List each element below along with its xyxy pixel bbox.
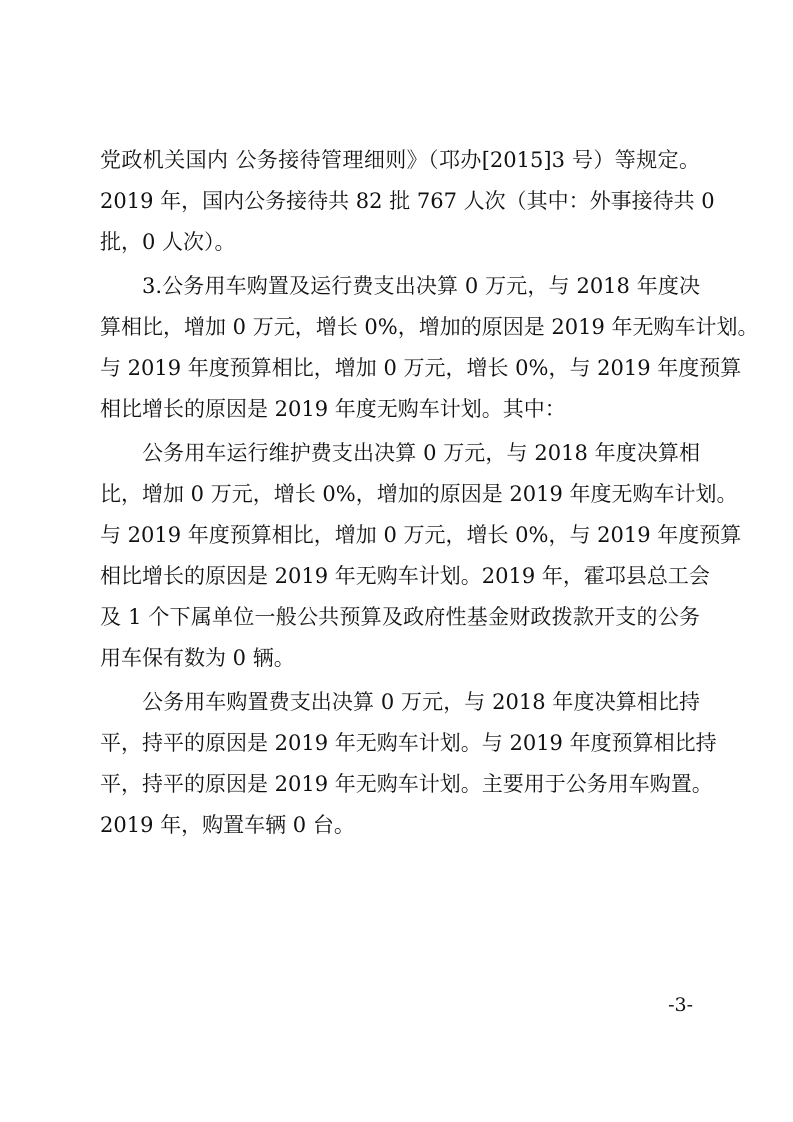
paragraph-vehicle-operation <box>100 433 742 679</box>
text-line: 用车保有数为 0 辆。 <box>100 646 295 670</box>
body-text <box>100 140 759 846</box>
text-line: 3.公务用车购置及运行费支出决算 0 万元，与 2018 年度决 <box>142 274 700 298</box>
text-line: 与 2019 年度预算相比，增加 0 万元，增长 0%，与 2019 年度预算 <box>100 523 742 547</box>
text-line: 相比增长的原因是 2019 年无购车计划。2019 年，霍邛县总工会 <box>100 564 710 588</box>
paragraph-reception <box>100 140 715 263</box>
text-line: 公务用车运行维护费支出决算 0 万元，与 2018 年度决算相 <box>142 441 700 465</box>
text-line: 公务用车购置费支出决算 0 万元，与 2018 年度决算相比持 <box>142 690 700 714</box>
text-line: 党政机关国内 公务接待管理细则》（邛办[2015]3 号）等规定。 <box>100 148 700 172</box>
text-line: 平，持平的原因是 2019 年无购车计划。主要用于公务用车购置。 <box>100 772 713 796</box>
text-line: 算相比，增加 0 万元，增长 0%，增加的原因是 2019 年无购车计划。 <box>100 315 759 339</box>
paragraph-vehicle-purchase <box>100 682 717 846</box>
text-line: 及 1 个下属单位一般公共预算及政府性基金财政拨款开支的公务 <box>100 605 700 629</box>
text-line: 批，0 人次）。 <box>100 230 236 254</box>
text-line: 比，增加 0 万元，增长 0%，增加的原因是 2019 年度无购车计划。 <box>100 482 738 506</box>
page-number: -3- <box>668 994 693 1016</box>
paragraph-vehicle-total <box>100 266 759 430</box>
text-line: 与 2019 年度预算相比，增加 0 万元，增长 0%，与 2019 年度预算 <box>100 356 742 380</box>
text-line: 2019 年，国内公务接待共 82 批 767 人次（其中：外事接待共 0 <box>100 189 715 213</box>
text-line: 2019 年，购置车辆 0 台。 <box>100 813 355 837</box>
text-line: 相比增长的原因是 2019 年度无购车计划。其中： <box>100 397 566 421</box>
text-line: 平，持平的原因是 2019 年无购车计划。与 2019 年度预算相比持 <box>100 731 717 755</box>
